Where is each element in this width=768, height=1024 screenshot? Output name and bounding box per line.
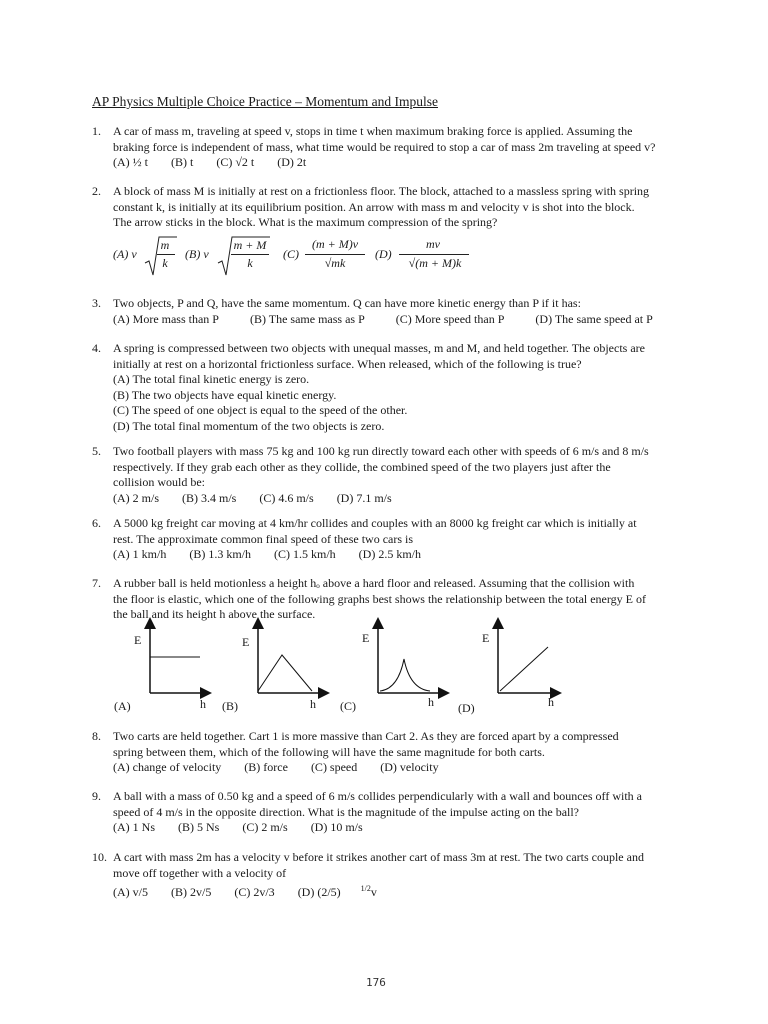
- question-5: [92, 444, 692, 506]
- choice-b-numerator: m + M: [233, 238, 267, 252]
- math-answer-choices: [113, 233, 513, 283]
- question-text: move off together with a velocity of: [113, 865, 287, 880]
- question-2: [92, 184, 692, 231]
- choice-a: (A) The total final kinetic energy is zero.: [113, 372, 310, 386]
- question-text: Two carts are held together. Cart 1 is more massive than Cart 2. As they are forced apart by a compressed: [113, 729, 619, 743]
- choice-c: (C) speed: [310, 760, 358, 774]
- question-text: A rubber ball is held motionless a height hₒ above a hard floor and released. Assuming that the collision with: [113, 576, 635, 590]
- energy-height-graphs: [100, 615, 620, 715]
- question-number: 2.: [92, 184, 101, 198]
- answer-choices: [113, 881, 692, 901]
- question-text: constant k, is initially at its equilibrium position. An arrow with mass m and velocity v is shot into the block.: [113, 199, 635, 214]
- fraction-bar: [157, 254, 175, 255]
- choice-c: (C) √2 t: [216, 155, 255, 169]
- axis-label-h: h: [310, 697, 316, 711]
- question-text: speed of 4 m/s in the opposite direction. What is the magnitude of the impulse acting on the ball?: [113, 804, 580, 819]
- question-1: [92, 124, 692, 171]
- question-text: the ball and its height h above the surface.: [113, 607, 316, 621]
- question-number: 3.: [92, 296, 101, 310]
- choice-d: (D) velocity: [380, 760, 439, 774]
- choice-c: (C) 1.5 km/h: [274, 547, 336, 561]
- graph-d: [498, 623, 556, 693]
- question-text: A ball with a mass of 0.50 kg and a speed of 6 m/s collides perpendicularly with a wall and bounces off with a: [113, 789, 642, 803]
- question-text: A 5000 kg freight car moving at 4 km/hr collides and couples with an 8000 kg freight car which is initially at: [113, 516, 637, 530]
- question-text: initially at rest on a horizontal frictionless surface. When released, which of the following is true?: [113, 356, 582, 371]
- question-text: respectively. If they grab each other as they collide, the combined speed of the two players just after the: [113, 459, 611, 474]
- choice-d-denominator: √(m + M)k: [408, 256, 462, 270]
- choice-b: (B) The same mass as P: [249, 311, 365, 326]
- answer-choices: [113, 760, 692, 776]
- choice-d: (D) The same speed at P: [535, 311, 653, 326]
- choice-a: (A) 1 Ns: [113, 820, 155, 834]
- choice-d: (D) 7.1 m/s: [336, 490, 392, 505]
- choice-d-base: (D) (2/5): [297, 885, 341, 899]
- choice-c: (C) 2v/3: [234, 885, 275, 899]
- answer-choices: [113, 155, 692, 171]
- choice-b: (B) 1.3 km/h: [189, 547, 251, 561]
- choice-c-denominator: √mk: [324, 256, 346, 270]
- question-4: [92, 341, 692, 434]
- axis-label-e: E: [482, 631, 490, 645]
- choice-a-label: (A) v: [113, 247, 137, 261]
- choice-d: (D) The total final momentum of the two objects is zero.: [113, 418, 385, 433]
- answer-choices: [113, 820, 692, 836]
- choice-c-label: (C): [283, 247, 299, 261]
- question-number: 9.: [92, 789, 101, 803]
- answer-choices: [113, 547, 692, 563]
- choice-a: (A) ½ t: [113, 155, 148, 169]
- choice-a: (A) v/5: [113, 885, 148, 899]
- fraction-bar: [231, 254, 269, 255]
- choice-a: (A) 1 km/h: [113, 547, 167, 561]
- page-number: 176: [366, 976, 386, 989]
- choice-a: (A) 2 m/s: [113, 490, 159, 505]
- choice-d: [298, 881, 397, 901]
- question-number: 10.: [92, 850, 107, 864]
- axis-label-e: E: [242, 635, 250, 649]
- answer-choices: [113, 312, 692, 328]
- axis-label-h: h: [200, 697, 206, 711]
- axis-label-h: h: [548, 695, 554, 709]
- question-10: [92, 850, 692, 901]
- question-number: 6.: [92, 516, 101, 530]
- choice-c: (C) The speed of one object is equal to the speed of the other.: [113, 403, 408, 417]
- question-number: 4.: [92, 341, 101, 355]
- graph-label-a: (A): [114, 699, 131, 713]
- question-9: [92, 789, 692, 836]
- choice-c-numerator: (m + M)v: [311, 237, 359, 251]
- graph-label-d: (D): [458, 701, 475, 715]
- choice-d-tail: v: [370, 885, 377, 899]
- choice-d-numerator: mv: [426, 237, 440, 251]
- question-text: A car of mass m, traveling at speed v, stops in time t when maximum braking force is applied. Assuming the: [113, 124, 633, 138]
- fraction-bar: [305, 254, 365, 255]
- question-text: Two football players with mass 75 kg and 100 kg run directly toward each other with speeds of 6 m/s and 8 m/s: [113, 444, 649, 458]
- graph-label-c: (C): [340, 699, 356, 713]
- choice-b-denominator: k: [247, 256, 253, 270]
- answer-choices: [113, 491, 692, 507]
- choice-d-label: (D): [375, 247, 392, 261]
- page-title: AP Physics Multiple Choice Practice – Momentum and Impulse: [92, 94, 438, 109]
- graph-label-b: (B): [222, 699, 238, 713]
- question-text: braking force is independent of mass, what time would be required to stop a car of mass 2m traveling at speed v?: [113, 139, 656, 154]
- choice-c: (C) 2 m/s: [242, 820, 288, 834]
- question-3: [92, 296, 692, 327]
- question-text: collision would be:: [113, 475, 205, 489]
- graph-a: [150, 623, 206, 693]
- choice-b-label: (B) v: [185, 247, 209, 261]
- choice-a-denominator: k: [162, 256, 168, 270]
- choice-b: (B) t: [171, 155, 194, 169]
- choice-d: (D) 2t: [277, 155, 307, 169]
- choice-a: (A) change of velocity: [113, 760, 222, 774]
- choice-c: (C) More speed than P: [395, 311, 505, 326]
- choice-a: (A) More mass than P: [113, 311, 219, 326]
- question-text: rest. The approximate common final speed of these two cars is: [113, 531, 414, 546]
- graph-drawings: [100, 615, 620, 715]
- question-text: A block of mass M is initially at rest on a frictionless floor. The block, attached to a massless spring with spring: [113, 184, 650, 198]
- question-text: A spring is compressed between two objects with unequal masses, m and M, and held together. The objects are: [113, 341, 645, 355]
- fraction-bar: [399, 254, 469, 255]
- question-number: 7.: [92, 576, 101, 590]
- choice-a-numerator: m: [160, 238, 170, 252]
- question-number: 8.: [92, 729, 101, 743]
- question-6: [92, 516, 692, 563]
- choice-b: (B) The two objects have equal kinetic energy.: [113, 387, 337, 402]
- graph-c: [378, 623, 444, 693]
- choice-c: (C) 4.6 m/s: [259, 490, 314, 505]
- question-text: the floor is elastic, which one of the following graphs best shows the relationship between the total energy E of: [113, 591, 646, 606]
- choice-b: (B) force: [244, 760, 288, 774]
- axis-label-e: E: [134, 633, 142, 647]
- question-number: 1.: [92, 124, 101, 138]
- question-text: The arrow sticks in the block. What is the maximum compression of the spring?: [113, 215, 498, 229]
- choice-d: (D) 2.5 km/h: [358, 547, 421, 561]
- axis-label-e: E: [362, 631, 370, 645]
- question-text: spring between them, which of the following will have the same magnitude for both carts.: [113, 744, 545, 759]
- question-8: [92, 729, 692, 776]
- question-number: 5.: [92, 444, 101, 458]
- question-text: Two objects, P and Q, have the same momentum. Q can have more kinetic energy than P if it has:: [113, 296, 581, 310]
- choice-b: (B) 5 Ns: [178, 820, 220, 834]
- choice-b: (B) 2v/5: [171, 885, 212, 899]
- choice-d-exponent: 1/2: [360, 884, 371, 893]
- choice-d: (D) 10 m/s: [310, 820, 363, 834]
- graph-b: [258, 623, 324, 693]
- question-text: A cart with mass 2m has a velocity v before it strikes another cart of mass 3m at rest. The two carts couple and: [113, 850, 644, 864]
- choice-b: (B) 3.4 m/s: [182, 490, 237, 505]
- axis-label-h: h: [428, 695, 434, 709]
